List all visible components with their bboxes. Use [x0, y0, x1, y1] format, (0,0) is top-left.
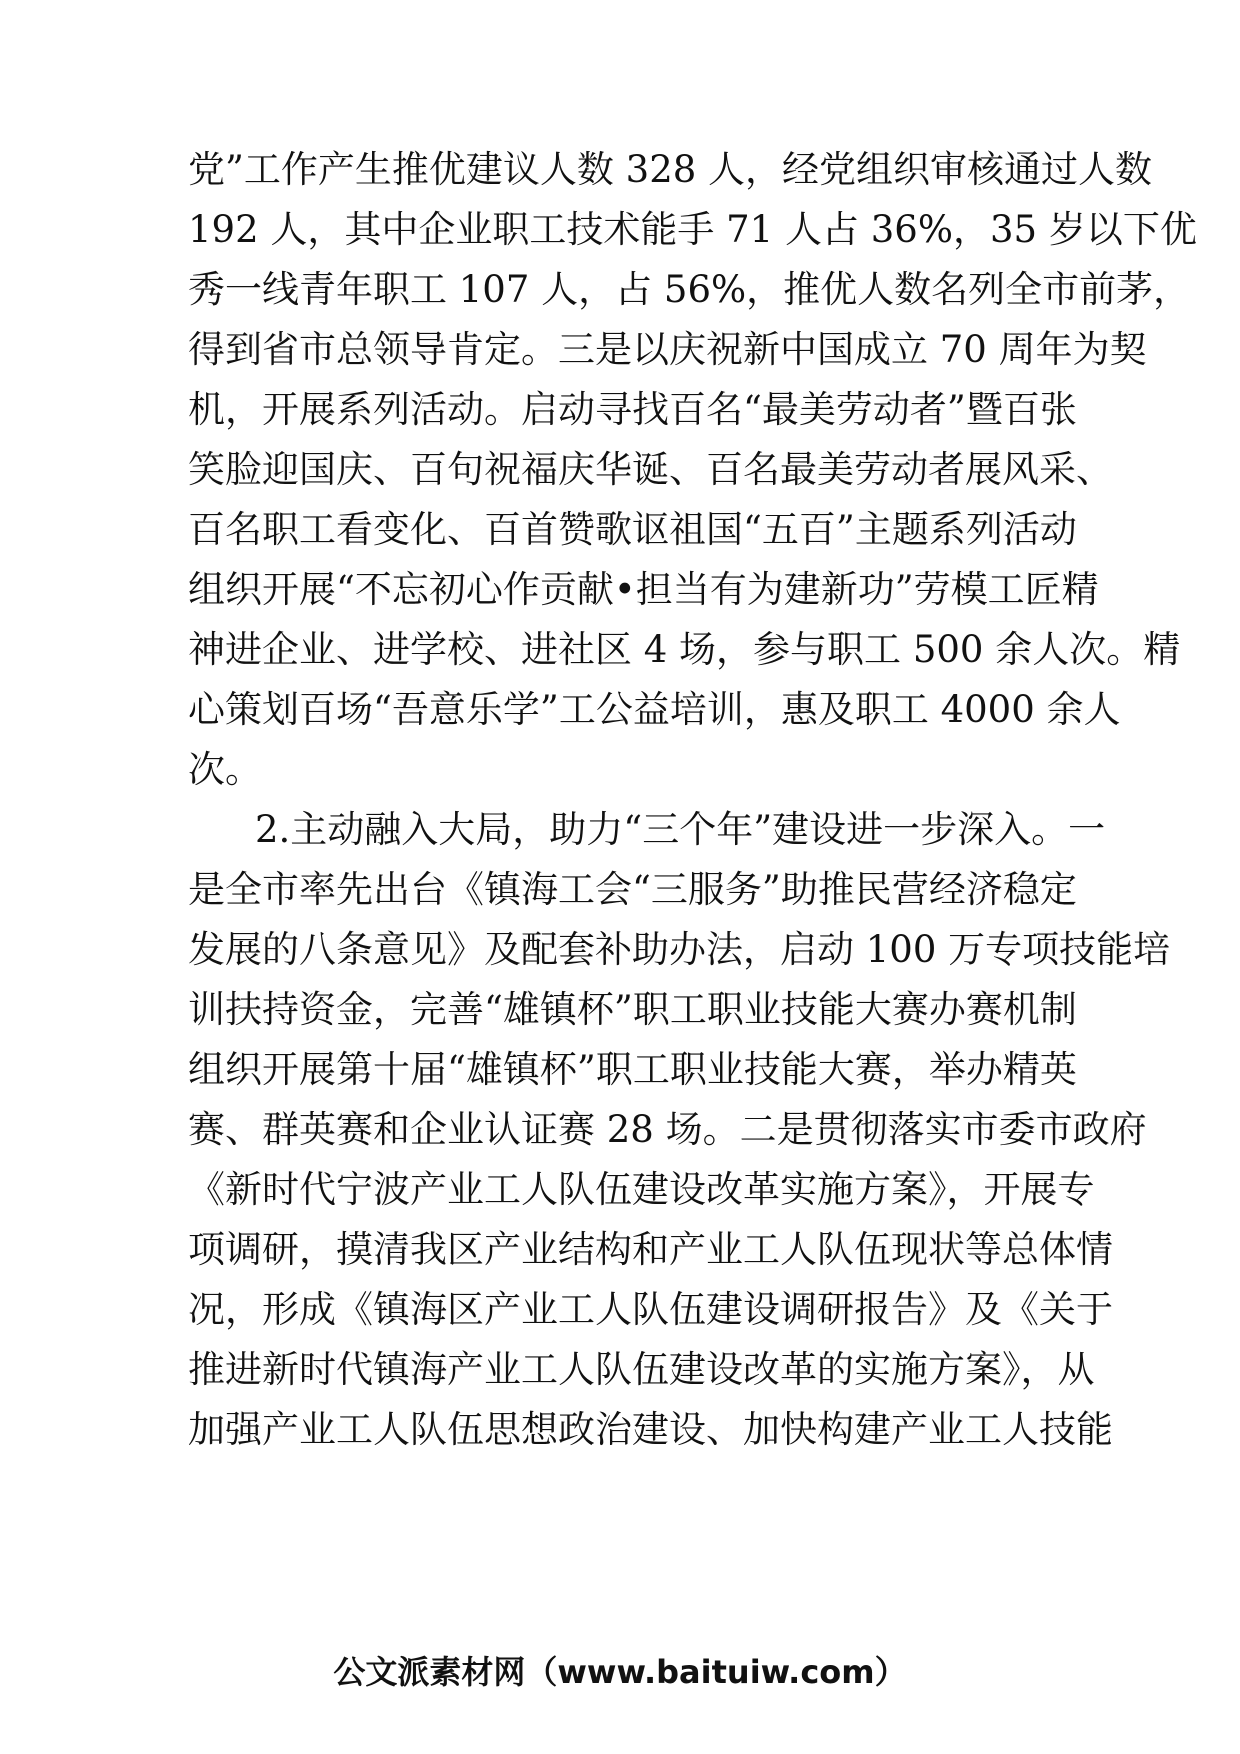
body-text-line: 神进企业、进学校、进社区 4 场，参与职工 500 余人次。精 [188, 628, 1181, 671]
body-text-line: 笑脸迎国庆、百句祝福庆华诞、百名最美劳动者展风采、 [188, 448, 1113, 491]
body-text-line: 次。 [188, 748, 262, 791]
body-text-line: 心策划百场“吾意乐学”工公益培训，惠及职工 4000 余人 [188, 688, 1121, 731]
body-text-line: 党”工作产生推优建议人数 328 人，经党组织审核通过人数 [188, 148, 1153, 191]
footer-watermark: 公文派素材网（www.baituiw.com） [333, 1653, 907, 1691]
body-text-line: 发展的八条意见》及配套补助办法，启动 100 万专项技能培 [188, 928, 1171, 971]
body-text-line: 推进新时代镇海产业工人队伍建设改革的实施方案》，从 [188, 1348, 1095, 1391]
body-text-line: 机，开展系列活动。启动寻找百名“最美劳动者”暨百张 [188, 388, 1077, 431]
body-text-line: 赛、群英赛和企业认证赛 28 场。二是贯彻落实市委市政府 [188, 1108, 1147, 1151]
body-text-line: 项调研，摸清我区产业结构和产业工人队伍现状等总体情 [188, 1228, 1113, 1271]
body-text-line: 是全市率先出台《镇海工会“三服务”助推民营经济稳定 [188, 868, 1077, 911]
body-text-line: 秀一线青年职工 107 人，占 56%，推优人数名列全市前茅， [188, 268, 1191, 311]
body-text-line: 百名职工看变化、百首赞歌讴祖国“五百”主题系列活动 [188, 508, 1077, 551]
section-heading-line: 2.主动融入大局，助力“三个年”建设进一步深入。一 [255, 808, 1106, 851]
body-text-line: 《新时代宁波产业工人队伍建设改革实施方案》，开展专 [188, 1168, 1095, 1211]
body-text-line: 训扶持资金，完善“雄镇杯”职工职业技能大赛办赛机制 [188, 988, 1077, 1031]
body-text-line: 组织开展第十届“雄镇杯”职工职业技能大赛，举办精英 [188, 1048, 1077, 1091]
body-text-line: 况，形成《镇海区产业工人队伍建设调研报告》及《关于 [188, 1288, 1113, 1331]
body-text-line: 得到省市总领导肯定。三是以庆祝新中国成立 70 周年为契 [188, 328, 1147, 371]
body-text-line: 加强产业工人队伍思想政治建设、加快构建产业工人技能 [188, 1408, 1113, 1451]
body-text-line: 组织开展“不忘初心作贡献•担当有为建新功”劳模工匠精 [188, 568, 1099, 611]
body-text-line: 192 人，其中企业职工技术能手 71 人占 36%，35 岁以下优 [188, 208, 1197, 251]
